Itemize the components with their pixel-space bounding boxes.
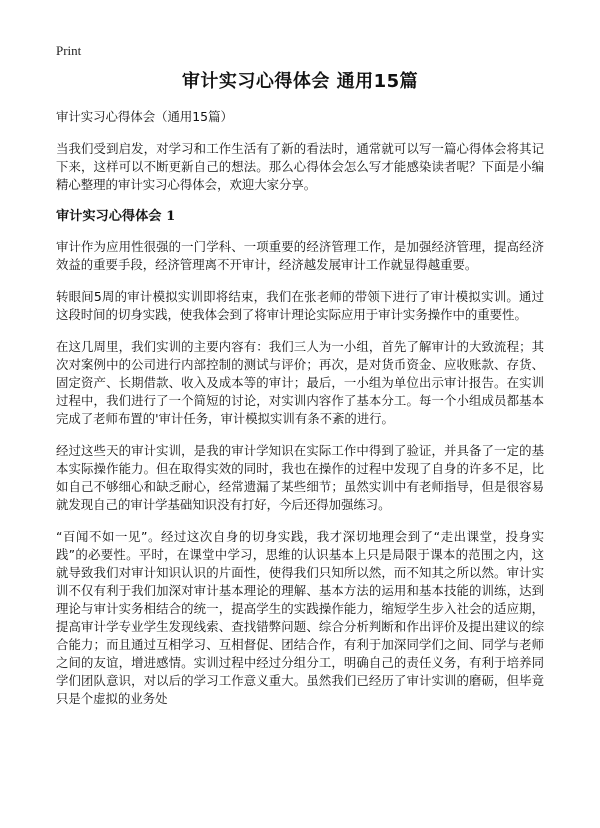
section-heading: 审计实习心得体会 1 <box>56 209 176 224</box>
body-paragraph-2: 转眼间5周的审计模拟实训即将结束，我们在张老师的带领下进行了审计模拟实训。通过这段时间的切身实践，使我体会到了将审计理论实际应用于审计实务操作中的重要性。 <box>56 289 544 322</box>
document-title: 审计实习心得体会 通用15篇 <box>181 71 419 92</box>
body-paragraph-5: “百闻不如一见”。经过这次自身的切身实践，我才深切地理会到了“走出课堂，投身实践”的必要性。平时，在课堂中学习，思维的认识基本上只是局限于课本的范围之内，这就导致我们对审计知识认识的片面性，使得我们只知所以然，而不知其之所以然。审计实训不仅有利于我们加深对审计基本理论的理解、基本方法的运用和基本技能的训练，达到理论与审计实务相结合的统一，提高学生的实践操作能力，缩短学生步入社会的适应期，提高审计学专业学生发现线索、查找错弊问题、综合分析判断和作出评价及提出建议的综合能力；而且通过互相学习、互相督促、团结合作，有利于加深同学们之间、同学与老师之间的友谊，增进感情。实训过程中经过分组分工，明确自己的责任义务，有利于培养同学们团队意识，对以后的学习工作意义重大。虽然我们已经历了审计实训的磨砺，但毕竟只是个虚拟的业务处 <box>56 529 544 706</box>
body-paragraph-3: 在这几周里，我们实训的主要内容有：我们三人为一小组，首先了解审计的大致流程；其次对案例中的公司进行内部控制的测试与评价；再次，是对货币资金、应收账款、存货、固定资产、长期借款、收入及成本等的审计；最后，一小组为单位出示审计报告。在实训过程中，我们进行了一个简短的讨论，对实训内容作了基本分工。每一个小组成员都基本完成了老师布置的'审计任务，审计模拟实训有条不紊的进行。 <box>56 339 544 426</box>
print-label: Print <box>56 43 82 58</box>
document-subtitle: 审计实习心得体会（通用15篇） <box>56 109 233 124</box>
body-paragraph-4: 经过这些天的审计实训，是我的审计学知识在实际工作中得到了验证，并具备了一定的基本实际操作能力。但在取得实效的同时，我也在操作的过程中发现了自身的许多不足，比如自己不够细心和缺乏耐心，经常遗漏了某些细节；虽然实训中有老师指导，但是很容易就发现自己的审计学基础知识没有打好，今后还得加强练习。 <box>56 443 544 512</box>
intro-paragraph: 当我们受到启发，对学习和工作生活有了新的看法时，通常就可以写一篇心得体会将其记下来，这样可以不断更新自己的想法。那么心得体会怎么写才能感染读者呢？下面是小编精心整理的审计实习心得体会，欢迎大家分享。 <box>56 141 544 192</box>
body-paragraph-1: 审计作为应用性很强的一门学科、一项重要的经济管理工作，是加强经济管理，提高经济效益的重要手段，经济管理离不开审计，经济越发展审计工作就显得越重要。 <box>56 239 544 272</box>
